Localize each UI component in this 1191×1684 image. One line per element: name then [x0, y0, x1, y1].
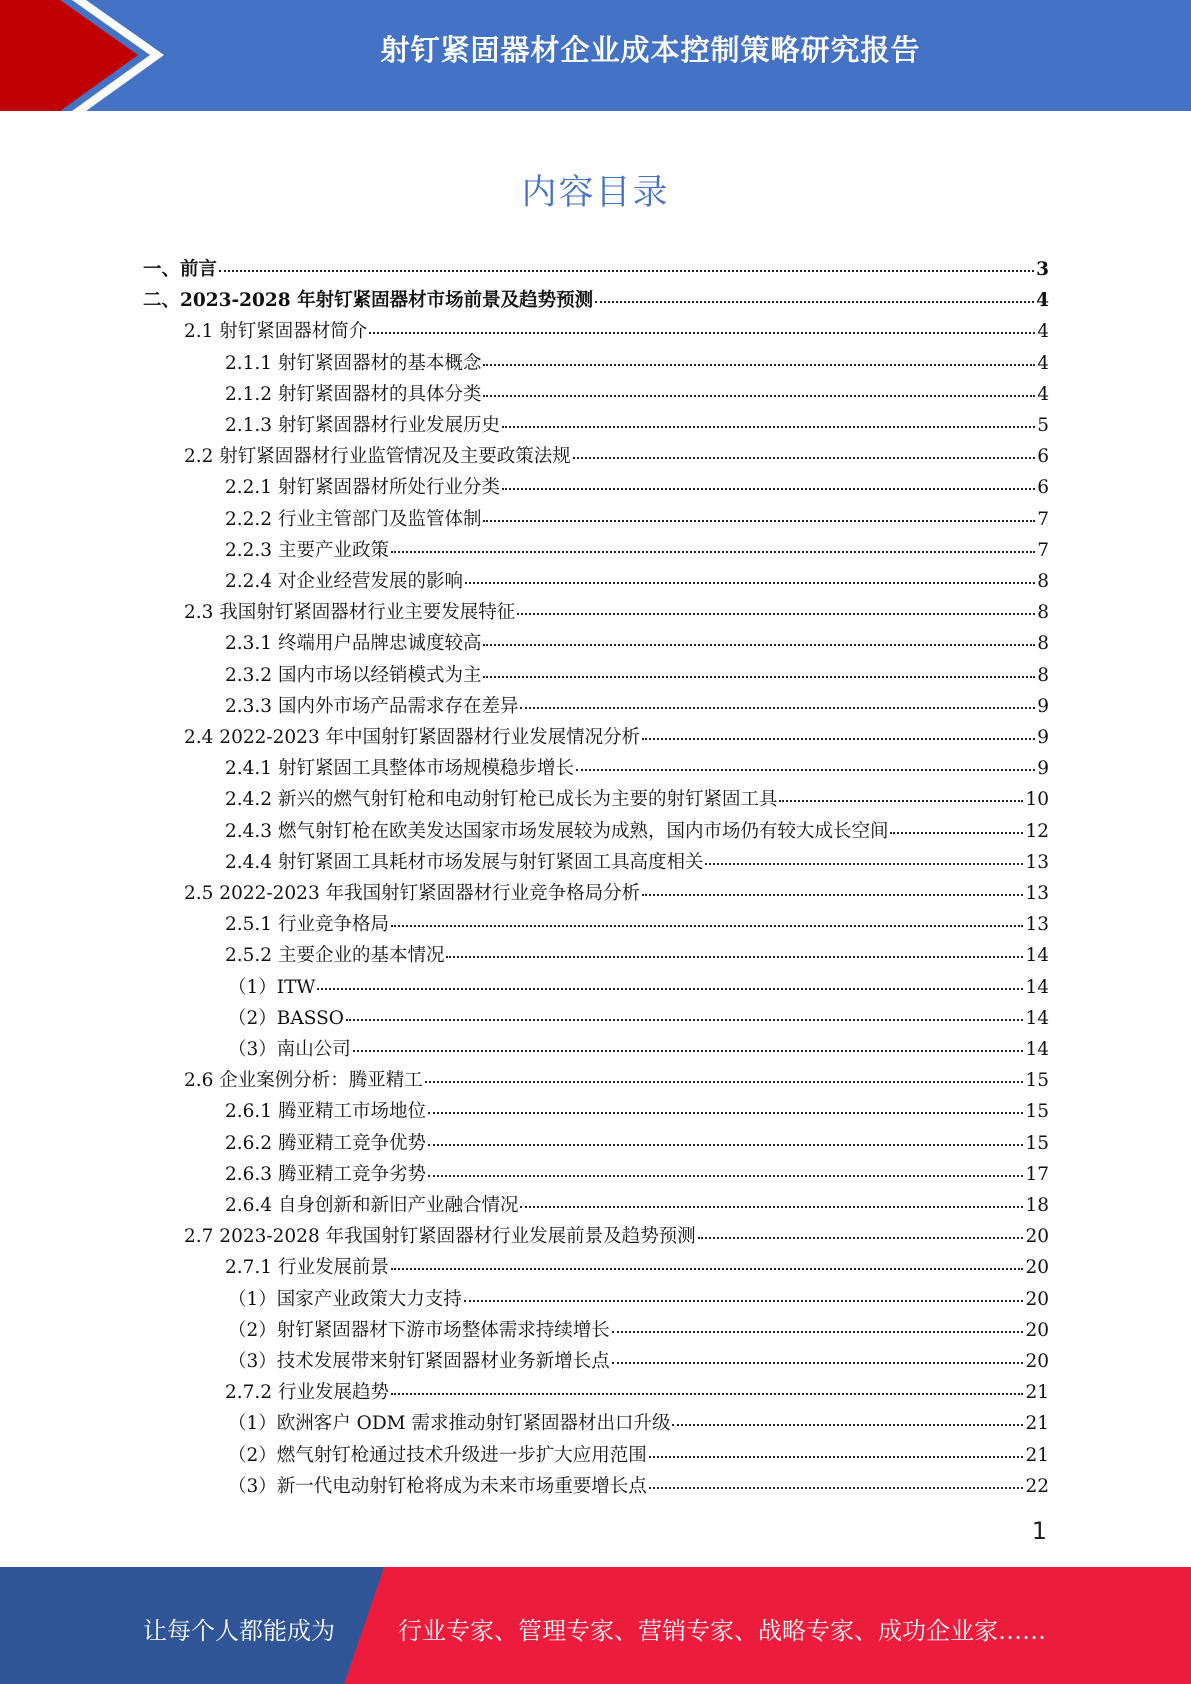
- toc-entry[interactable]: [225, 535, 1049, 566]
- toc-entry-page: 20: [1025, 1319, 1049, 1341]
- toc-dot-leader: [425, 1075, 1024, 1083]
- toc-entry[interactable]: [225, 847, 1049, 878]
- toc-dot-leader: [353, 1044, 1024, 1052]
- toc-entry-label: 2.6.3 腾亚精工竞争劣势: [225, 1163, 426, 1185]
- toc-dot-leader: [502, 420, 1035, 428]
- toc-entry-label: 2.4.4 射钉紧固工具耗材市场发展与射钉紧固工具高度相关: [225, 851, 704, 873]
- toc-entry-label: 二、2023-2028 年射钉紧固器材市场前景及趋势预测: [143, 290, 594, 312]
- toc-dot-leader: [612, 1356, 1024, 1364]
- toc-entry[interactable]: [143, 254, 1049, 285]
- toc-entry-label: 2.1 射钉紧固器材简介: [184, 321, 368, 343]
- toc-dot-leader: [517, 607, 1035, 615]
- toc-entry-label: 2.4 2022-2023 年中国射钉紧固器材行业发展情况分析: [184, 727, 641, 748]
- toc-dot-leader: [317, 982, 1023, 990]
- toc-entry-label: 2.2.4 对企业经营发展的影响: [225, 571, 463, 592]
- toc-entry-label: 2.1.2 射钉紧固器材的具体分类: [225, 383, 482, 405]
- toc-dot-leader: [391, 919, 1023, 927]
- toc-entry-label: （2）射钉紧固器材下游市场整体需求持续增长: [228, 1319, 610, 1341]
- toc-entry-label: 2.2.3 主要产业政策: [225, 539, 389, 561]
- toc-entry[interactable]: [228, 1034, 1049, 1065]
- toc-entry[interactable]: [225, 1377, 1049, 1408]
- toc-entry-page: 9: [1037, 695, 1049, 717]
- toc-entry-label: 2.3 我国射钉紧固器材行业主要发展特征: [184, 602, 516, 624]
- toc-entry[interactable]: [225, 504, 1049, 535]
- toc-dot-leader: [391, 1387, 1023, 1395]
- toc-entry-label: 2.1.1 射钉紧固器材的基本概念: [225, 352, 482, 374]
- toc-entry-label: 2.7.1 行业发展前景: [225, 1257, 389, 1279]
- toc-entry-page: 13: [1025, 883, 1049, 904]
- toc-entry[interactable]: [143, 285, 1049, 316]
- toc-entry-page: 13: [1025, 914, 1049, 936]
- toc-entry-page: 10: [1025, 789, 1049, 811]
- toc-entry-page: 21: [1025, 1444, 1049, 1466]
- toc-entry[interactable]: [225, 784, 1049, 815]
- toc-entry[interactable]: [225, 410, 1049, 441]
- toc-dot-leader: [576, 763, 1035, 771]
- toc-dot-leader: [779, 794, 1023, 802]
- toc-entry-page: 7: [1037, 539, 1049, 561]
- toc-entry-page: 22: [1025, 1475, 1049, 1497]
- toc-entry-label: 2.2.1 射钉紧固器材所处行业分类: [225, 477, 500, 499]
- toc-entry-label: 2.5.2 主要企业的基本情况: [225, 945, 445, 967]
- toc-entry-label: 2.7 2023-2028 年我国射钉紧固器材行业发展前景及趋势预测: [184, 1226, 696, 1248]
- toc-entry[interactable]: [225, 1252, 1049, 1283]
- toc-entry-label: （1）ITW: [228, 976, 316, 998]
- toc-dot-leader: [391, 1262, 1023, 1270]
- toc-dot-leader: [483, 358, 1035, 366]
- toc-entry-page: 15: [1025, 1070, 1049, 1092]
- footer-expert-list: 行业专家、管理专家、营销专家、战略专家、成功企业家……: [398, 1617, 1046, 1645]
- toc-dot-leader: [595, 295, 1034, 303]
- toc-entry[interactable]: [225, 379, 1049, 410]
- toc-entry-page: 20: [1025, 1226, 1049, 1248]
- toc-entry-page: 18: [1025, 1195, 1049, 1216]
- toc-entry-page: 15: [1025, 1101, 1049, 1123]
- toc-entry-page: 14: [1025, 1039, 1049, 1060]
- toc-entry-label: 2.5.1 行业竞争格局: [225, 914, 389, 936]
- toc-dot-leader: [642, 732, 1035, 740]
- toc-dot-leader: [573, 451, 1035, 459]
- toc-entry[interactable]: [225, 1190, 1049, 1221]
- toc-entry[interactable]: [225, 1159, 1049, 1190]
- toc-entry[interactable]: [184, 316, 1049, 347]
- toc-entry[interactable]: [184, 597, 1049, 628]
- toc-entry-page: 8: [1037, 633, 1049, 655]
- toc-entry[interactable]: [228, 1440, 1049, 1471]
- toc-entry-label: 2.7.2 行业发展趋势: [225, 1382, 389, 1404]
- toc-entry[interactable]: [184, 878, 1049, 909]
- toc-entry-page: 4: [1037, 383, 1049, 405]
- toc-entry-page: 20: [1025, 1351, 1049, 1372]
- toc-dot-leader: [346, 1013, 1024, 1021]
- toc-dot-leader: [428, 1138, 1023, 1146]
- toc-entry-label: 2.3.1 终端用户品牌忠诚度较高: [225, 633, 482, 655]
- toc-dot-leader: [483, 638, 1035, 646]
- toc-entry[interactable]: [225, 660, 1049, 691]
- toc-dot-leader: [369, 326, 1035, 334]
- toc-dot-leader: [649, 1481, 1024, 1489]
- toc-entry-page: 12: [1025, 820, 1049, 842]
- toc-dot-leader: [520, 701, 1035, 709]
- toc-entry-page: 6: [1037, 477, 1049, 499]
- toc-entry[interactable]: [225, 566, 1049, 597]
- toc-entry[interactable]: [225, 691, 1049, 722]
- toc-entry-label: （2）BASSO: [228, 1007, 344, 1029]
- toc-entry-label: 2.5 2022-2023 年我国射钉紧固器材行业竞争格局分析: [184, 883, 641, 904]
- toc-dot-leader: [391, 545, 1035, 553]
- toc-dot-leader: [483, 389, 1035, 397]
- toc-entry-page: 15: [1025, 1132, 1049, 1154]
- toc-entry-label: 2.2 射钉紧固器材行业监管情况及主要政策法规: [184, 446, 571, 468]
- toc-dot-leader: [612, 1325, 1024, 1333]
- toc-entry-page: 17: [1025, 1163, 1049, 1185]
- toc-dot-leader: [672, 1418, 1023, 1426]
- toc-title: 内容目录: [521, 173, 670, 213]
- page-number: 1: [1031, 1517, 1047, 1545]
- toc-entry[interactable]: [184, 1065, 1049, 1096]
- toc-dot-leader: [483, 514, 1035, 522]
- toc-dot-leader: [649, 1450, 1024, 1458]
- toc-entry[interactable]: [228, 972, 1049, 1003]
- toc-entry[interactable]: [228, 1284, 1049, 1315]
- toc-dot-leader: [698, 1231, 1024, 1239]
- toc-dot-leader: [890, 826, 1023, 834]
- toc-entry-label: 2.4.2 新兴的燃气射钉枪和电动射钉枪已成长为主要的射钉紧固工具: [225, 789, 778, 811]
- toc-dot-leader: [520, 1200, 1023, 1208]
- toc-dot-leader: [465, 576, 1035, 584]
- toc-dot-leader: [464, 1294, 1024, 1302]
- toc-entry[interactable]: [225, 1128, 1049, 1159]
- toc-entry[interactable]: [225, 1096, 1049, 1127]
- toc-entry[interactable]: [228, 1471, 1049, 1502]
- toc-entry[interactable]: [228, 1003, 1049, 1034]
- toc-entry-page: 8: [1037, 602, 1049, 624]
- toc-entry-label: 2.4.3 燃气射钉枪在欧美发达国家市场发展较为成熟，国内市场仍有较大成长空间: [225, 820, 889, 842]
- toc-entry-label: 2.3.2 国内市场以经销模式为主: [225, 664, 482, 686]
- toc-entry-page: 3: [1036, 259, 1049, 280]
- toc-entry[interactable]: [228, 1346, 1049, 1377]
- toc-entry-page: 20: [1025, 1257, 1049, 1279]
- toc-entry-page: 9: [1037, 727, 1049, 748]
- toc-entry-label: （2）燃气射钉枪通过技术升级进一步扩大应用范围: [228, 1444, 647, 1466]
- toc-entry-page: 6: [1037, 446, 1049, 468]
- toc-entry[interactable]: [225, 940, 1049, 971]
- toc-entry-page: 9: [1037, 758, 1049, 780]
- toc-entry[interactable]: [184, 1221, 1049, 1252]
- toc-entry[interactable]: [184, 722, 1049, 753]
- toc-entry-label: （3）技术发展带来射钉紧固器材业务新增长点: [228, 1351, 610, 1372]
- toc-entry[interactable]: [225, 472, 1049, 503]
- toc-entry-page: 14: [1025, 945, 1049, 967]
- toc-entry-label: 2.4.1 射钉紧固工具整体市场规模稳步增长: [225, 758, 574, 780]
- toc-entry[interactable]: [228, 1315, 1049, 1346]
- toc-entry-page: 13: [1025, 851, 1049, 873]
- toc-entry-label: 2.2.2 行业主管部门及监管体制: [225, 508, 482, 530]
- toc-entry-label: 2.6.1 腾亚精工市场地位: [225, 1101, 426, 1123]
- toc-entry[interactable]: [225, 753, 1049, 784]
- toc-entry-page: 4: [1036, 290, 1049, 312]
- toc-entry-label: 2.1.3 射钉紧固器材行业发展历史: [225, 415, 500, 436]
- toc-entry-label: 2.6 企业案例分析：腾亚精工: [184, 1070, 423, 1092]
- toc-entry-label: 2.6.2 腾亚精工竞争优势: [225, 1132, 426, 1154]
- toc-entry-page: 20: [1025, 1288, 1049, 1310]
- toc-entry-label: 2.3.3 国内外市场产品需求存在差异: [225, 695, 519, 717]
- toc-dot-leader: [428, 1169, 1023, 1177]
- toc-entry-page: 7: [1037, 508, 1049, 530]
- toc-dot-leader: [483, 670, 1035, 678]
- toc-entry-label: （3）新一代电动射钉枪将成为未来市场重要增长点: [228, 1475, 647, 1497]
- toc-entry-page: 21: [1025, 1413, 1049, 1435]
- toc-entry-page: 21: [1025, 1382, 1049, 1404]
- toc-entry-label: 一、前言: [143, 259, 218, 280]
- header-band: [0, 0, 1191, 111]
- toc-entry[interactable]: [184, 441, 1049, 472]
- toc-entry-page: 14: [1025, 1007, 1049, 1029]
- toc-entry-page: 14: [1025, 976, 1049, 998]
- toc-entry-label: （1）国家产业政策大力支持: [228, 1288, 462, 1310]
- toc-entry-page: 8: [1037, 571, 1049, 592]
- toc-entry[interactable]: [225, 348, 1049, 379]
- toc-entry-label: （1）欧洲客户 ODM 需求推动射钉紧固器材出口升级: [228, 1413, 671, 1435]
- footer-slogan: 让每个人都能成为: [143, 1617, 335, 1645]
- toc-entry-label: （3）南山公司: [228, 1039, 351, 1060]
- toc-entry-label: 2.6.4 自身创新和新旧产业融合情况: [225, 1195, 519, 1216]
- toc-entry[interactable]: [228, 1408, 1049, 1439]
- toc-dot-leader: [428, 1106, 1023, 1114]
- toc-entry-page: 4: [1037, 352, 1049, 374]
- toc-entry-page: 8: [1037, 664, 1049, 686]
- report-title: 射钉紧固器材企业成本控制策略研究报告: [380, 33, 921, 67]
- toc-entry[interactable]: [225, 628, 1049, 659]
- toc-dot-leader: [502, 482, 1035, 490]
- toc-dot-leader: [642, 888, 1023, 896]
- toc-dot-leader: [446, 950, 1023, 958]
- toc-entry-page: 4: [1037, 321, 1049, 343]
- toc-dot-leader: [219, 264, 1034, 272]
- toc-entry[interactable]: [225, 909, 1049, 940]
- toc-dot-leader: [705, 857, 1023, 865]
- toc-entry-page: 5: [1037, 415, 1049, 436]
- toc-entry[interactable]: [225, 816, 1049, 847]
